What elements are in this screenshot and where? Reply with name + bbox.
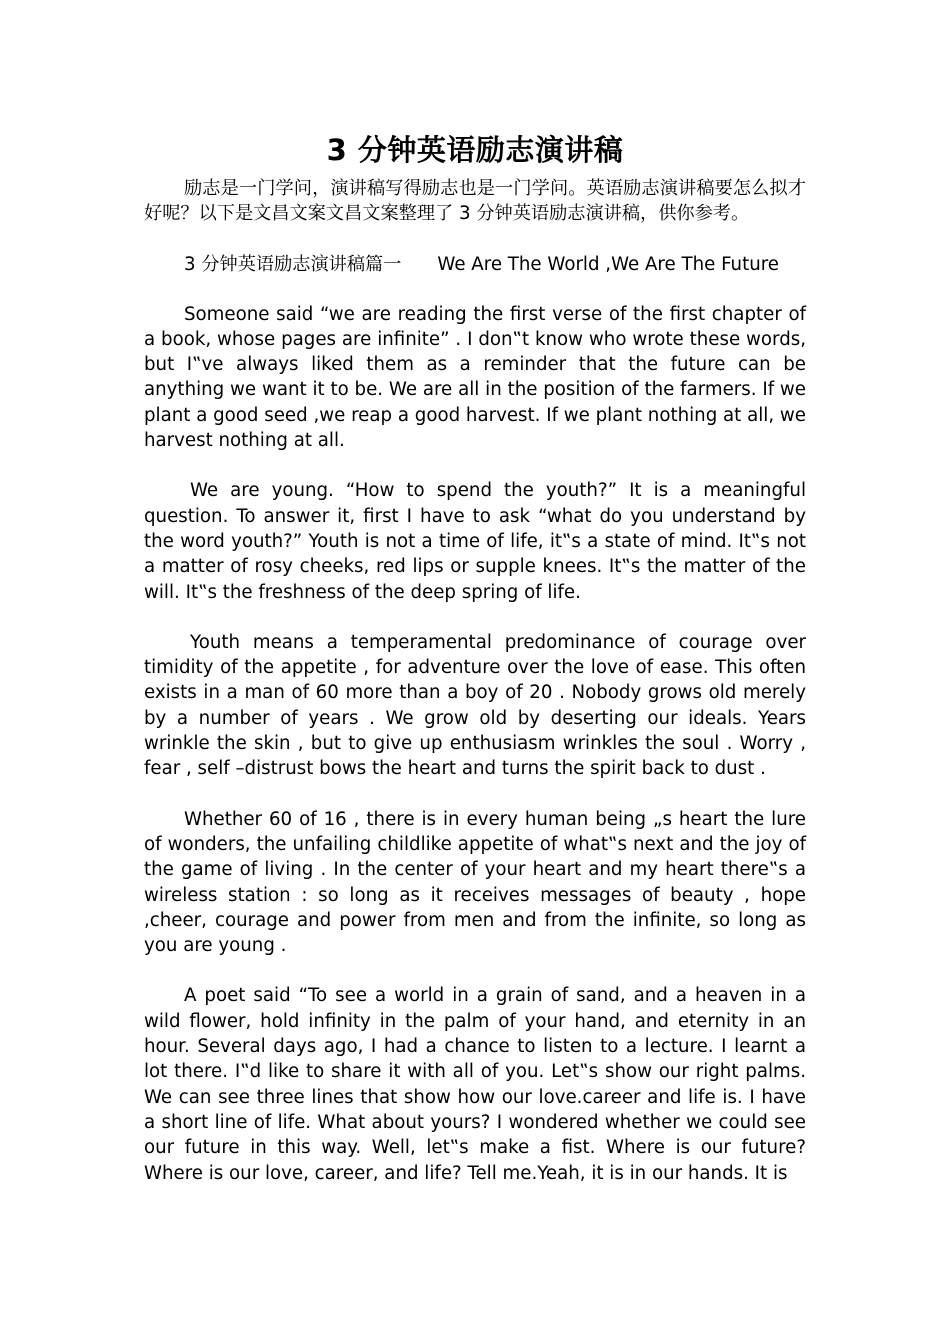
- body-paragraph-1: Someone said “we are reading the first verse of the first chapter of a book, whose pages are infinite” . I don‟t know who wrote these words, but I‟ve always liked them as a reminder that the future can be anything we want it to be. We are all in the position of the farmers. If we plant a good seed ,we reap a good harvest. If we plant nothing at all, we harvest nothing at all.: [144, 303, 806, 452]
- section-heading: [144, 252, 806, 277]
- document-page: [144, 128, 806, 1186]
- body-paragraph-2: We are young. “How to spend the youth?” It is a meaningful question. To answer it, first I have to ask “what do you understand by the word youth?” Youth is not a time of life, it‟s a state of mind. It‟s not a matter of rosy cheeks, red lips or supple knees. It‟s the matter of the will. It‟s the freshness of the deep spring of life.: [144, 480, 806, 603]
- section-title: We Are The World ,We Are The Future: [437, 253, 779, 275]
- body-paragraph-4: Whether 60 of 16 , there is in every human being „s heart the lure of wonders, the unfailing childlike appetite of what‟s next and the joy of the game of living . In the center of your heart and my heart there‟s a wireless station : so long as it receives messages of beauty , hope ,cheer, courage and power from men and from the infinite, so long as you are young .: [144, 808, 806, 957]
- body-paragraph-5: A poet said “To see a world in a grain of sand, and a heaven in a wild flower, hold infinity in the palm of your hand, and eternity in an hour. Several days ago, I had a chance to listen to a lecture. I learnt a lot there. I‟d like to share it with all of you. Let‟s show our right palms. We can see three lines that show how our love.career and life is. I have a short line of life. What about yours? I wondered whether we could see our future in this way. Well, let‟s make a fist. Where is our future? Where is our love, career, and life? Tell me.Yeah, it is in our hands. It is: [144, 985, 806, 1184]
- intro-paragraph: 励志是一门学问，演讲稿写得励志也是一门学问。英语励志演讲稿要怎么拟才好呢？以下是文昌文案文昌文案整理了 3 分钟英语励志演讲稿，供你参考。: [144, 178, 806, 225]
- document-title: 3 分钟英语励志演讲稿: [326, 133, 624, 167]
- section-label: 3 分钟英语励志演讲稿篇一: [184, 253, 402, 275]
- body-paragraph-3: Youth means a temperamental predominance of courage over timidity of the appetite , for adventure over the love of ease. This often exists in a man of 60 more than a boy of 20 . Nobody grows old merely by a number of years . We grow old by deserting our ideals. Years wrinkle the skin , but to give up enthusiasm wrinkles the soul . Worry , fear , self –distrust bows the heart and turns the spirit back to dust .: [144, 631, 806, 780]
